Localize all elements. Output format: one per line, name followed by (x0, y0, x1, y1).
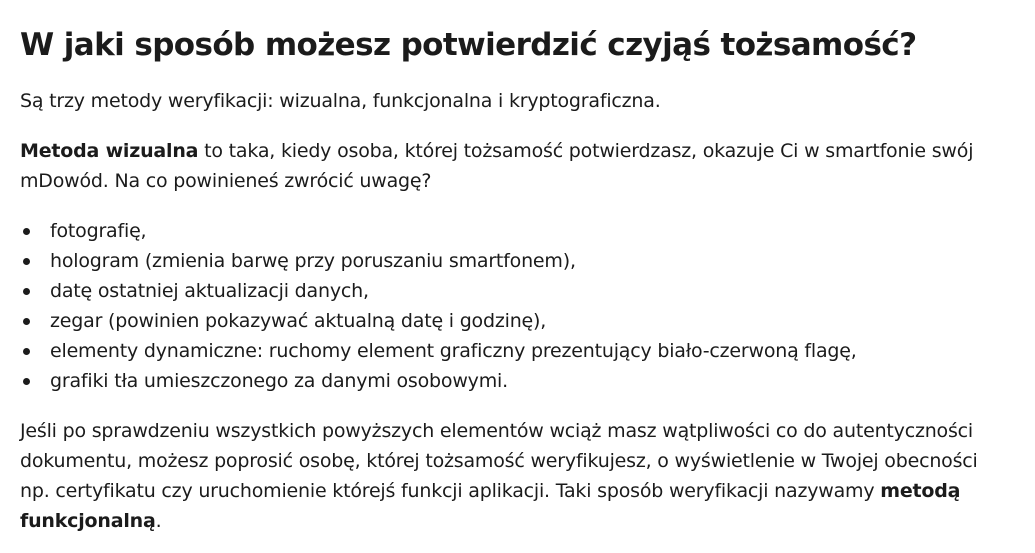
bullet-icon (23, 258, 30, 265)
list-item-text: datę ostatniej aktualizacji danych, (50, 280, 369, 302)
visual-method-description: to taka, kiedy osoba, której tożsamość potwierdzasz, okazuje Ci w smartfonie swój mDowód. Na co powinieneś zwrócić uwagę? (20, 140, 974, 192)
bullet-icon (23, 228, 30, 235)
visual-method-term: Metoda wizualna (20, 140, 199, 162)
functional-method-end: . (155, 510, 162, 532)
intro-paragraph: Są trzy metody weryfikacji: wizualna, funkcjonalna i kryptograficzna. (20, 90, 661, 112)
page-title: W jaki sposób możesz potwierdzić czyjąś tożsamość? (20, 27, 917, 63)
list-item-text: hologram (zmienia barwę przy poruszaniu smartfonem), (50, 250, 576, 272)
list-item (20, 246, 857, 276)
functional-method-paragraph (20, 416, 990, 536)
verification-checklist (20, 216, 857, 396)
list-item-text: zegar (powinien pokazywać aktualną datę i godzinę), (50, 310, 547, 332)
list-item (20, 276, 857, 306)
visual-method-paragraph (20, 136, 985, 196)
bullet-icon (23, 318, 30, 325)
list-item-text: fotografię, (50, 220, 147, 242)
list-item (20, 216, 857, 246)
functional-method-description: Jeśli po sprawdzeniu wszystkich powyższych elementów wciąż masz wątpliwości co do autentyczności dokumentu, możesz poprosić osobę, której tożsamość weryfikujesz, o wyświetlenie w Twojej obecności np. certyfikatu czy uruchomienie którejś funkcji aplikacji. Taki sposób weryfikacji nazywamy (20, 420, 978, 502)
bullet-icon (23, 288, 30, 295)
list-item (20, 336, 857, 366)
list-item (20, 366, 857, 396)
list-item (20, 306, 857, 336)
bullet-icon (23, 378, 30, 385)
list-item-text: elementy dynamiczne: ruchomy element graficzny prezentujący biało-czerwoną flagę, (50, 340, 857, 362)
list-item-text: grafiki tła umieszczonego za danymi osobowymi. (50, 370, 508, 392)
functional-method-term: metodą funkcjonalną (20, 480, 961, 532)
bullet-icon (23, 348, 30, 355)
